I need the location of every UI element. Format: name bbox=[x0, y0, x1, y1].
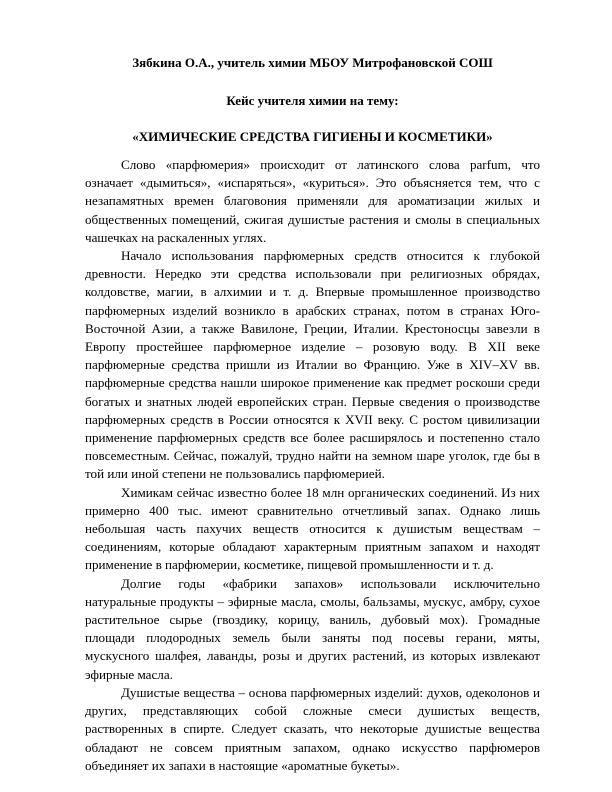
document-subtitle: Кейс учителя химии на тему: bbox=[226, 93, 399, 108]
document-title: «ХИМИЧЕСКИЕ СРЕДСТВА ГИГИЕНЫ И КОСМЕТИКИ» bbox=[132, 129, 493, 144]
paragraph-etymology: Слово «парфюмерия» происходит от латинского слова parfum, что означает «дымиться», «испаряться», «куриться». Это объясняется тем, что с незапамятных времен благовония применяли для ароматизации жилых и общественных помещений, сжигая душистые растения и смолы в специальных чашечках на раскаленных углях. bbox=[85, 157, 540, 245]
paragraph-organic-compounds: Химикам сейчас известно более 18 млн органических соединений. Из них примерно 400 тыс. имеют сравнительно отчетливый запах. Однако лишь небольшая часть пахучих веществ относится к душистым веществам – соединениям, которые обладают характерным приятным запахом и находят применение в парфюмерии, косметике, пищевой промышленности и т. д. bbox=[85, 484, 540, 573]
paragraph-fragrances: Душистые вещества – основа парфюмерных изделий: духов, одеколонов и других, представляющих собой сложные смеси душистых веществ, растворенных в спирте. Следует сказать, что некоторые душистые вещества обладают не совсем приятным запахом, однако искусство парфюмеров объединяет их запахи в настоящие «ароматные букеты». bbox=[85, 684, 540, 773]
document-body bbox=[85, 156, 540, 775]
author-line: Зябкина О.А., учитель химии МБОУ Митрофановской СОШ bbox=[132, 55, 493, 70]
paragraph-history: Начало использования парфюмерных средств относится к глубокой древности. Нередко эти средства использовали при религиозных обрядах, колдовстве, магии, в алхимии и т. д. Впервые промышленное производство парфюмерных изделий возникло в арабских странах, потом в странах Юго-Восточной Азии, а также Вавилоне, Греции, Италии. Крестоносцы завезли в Европу простейшее парфюмерное изделие – розовую воду. В XII веке парфюмерные средства пришли из Италии во Францию. Уже в XIV–XV вв. парфюмерные средства нашли широкое применение как предмет роскоши среди богатых и знатных людей европейских стран. Первые сведения о производстве парфюмерных средств в России относятся к XVII веку. С ростом цивилизации применение парфюмерных средств все более расширялось и постепенно стало повсеместным. Сейчас, пожалуй, трудно найти на земном шаре уголок, где бы в той или иной степени не пользовались парфюмерией. bbox=[85, 248, 540, 482]
paragraph-natural-products: Долгие годы «фабрики запахов» использовали исключительно натуральные продукты – эфирные масла, смолы, бальзамы, мускус, амбру, сухое растительное сырье (гвоздику, корицу, ваниль, дубовый мох). Громадные площади плодородных земель были заняты под посевы герани, мяты, мускусного шалфея, лаванды, розы и других растений, из которых извлекают эфирные масла. bbox=[85, 575, 540, 682]
